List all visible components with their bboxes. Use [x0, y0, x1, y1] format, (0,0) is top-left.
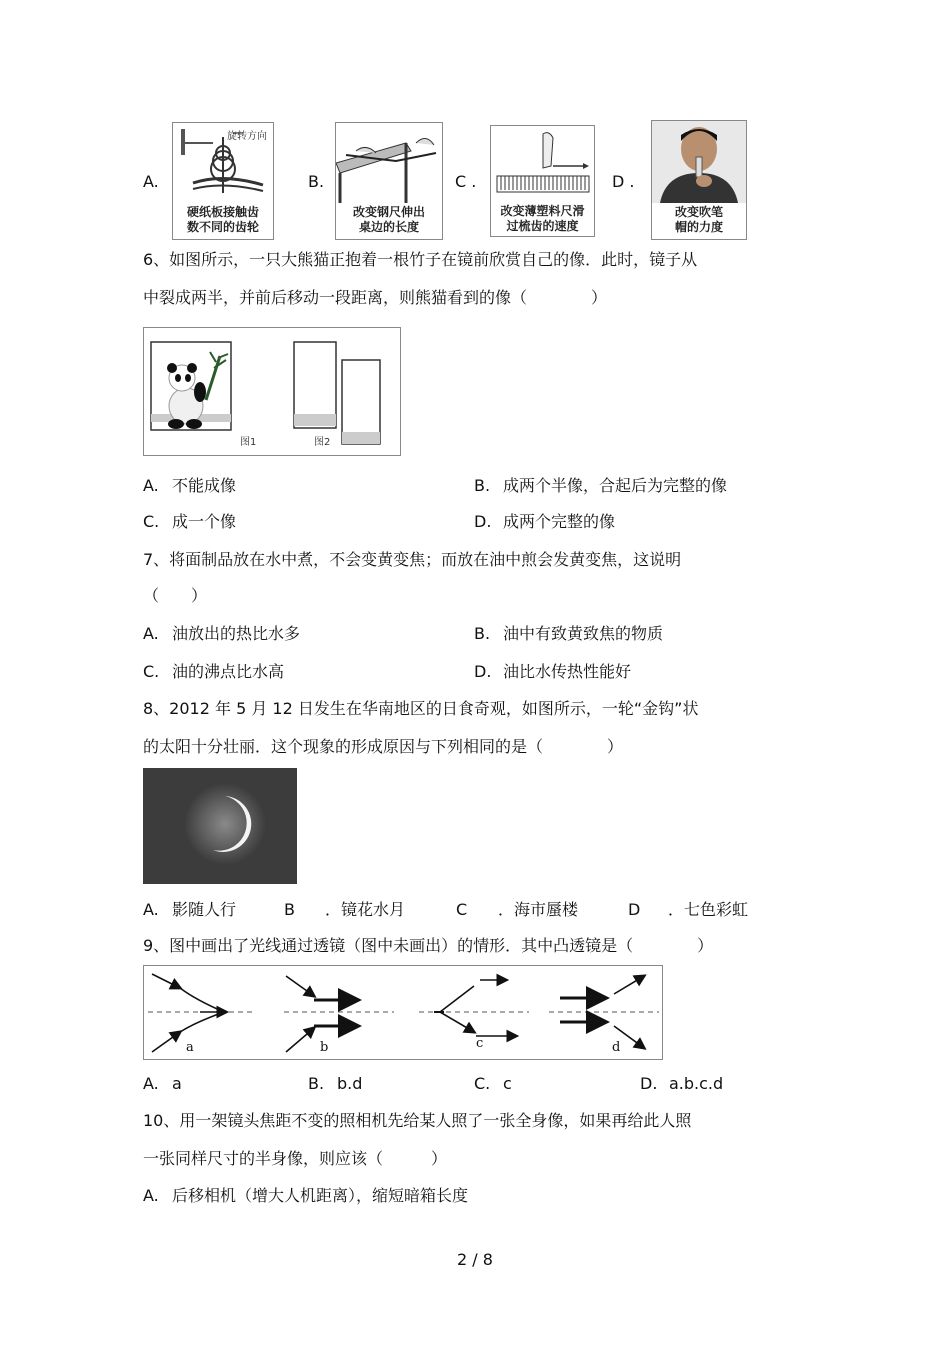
- q7-option-b-text: 油中有致黄致焦的物质: [503, 624, 664, 643]
- q5-option-a-letter: A.: [143, 172, 159, 191]
- q8-stem-line-1: 8、2012 年 5 月 12 日发生在华南地区的日食奇观，如图所示，一轮“金钩”状: [143, 699, 699, 718]
- q6-option-a-letter: A.: [143, 476, 159, 495]
- q5-option-c-caption-1: 改变薄塑料尺滑: [500, 204, 585, 218]
- q9-option-a-text: a: [172, 1074, 182, 1093]
- q6-option-b-text: 成两个半像，合起后为完整的像: [503, 476, 728, 495]
- q7-option-b-letter: B.: [474, 624, 491, 643]
- q8-option-d-letter: D: [628, 900, 641, 919]
- q8-option-a-letter: A.: [143, 900, 159, 919]
- q9-option-a-letter: A.: [143, 1074, 159, 1093]
- q5-option-a-caption-2: 数不同的齿轮: [186, 220, 259, 234]
- q8-option-a-text: 影随人行: [172, 900, 237, 919]
- q9-label-b: b: [320, 1040, 329, 1055]
- q6-option-c-letter: C.: [143, 512, 160, 531]
- q5-option-d-letter: D .: [612, 172, 635, 191]
- q5-option-d-caption-1: 改变吹笔: [674, 205, 723, 219]
- q5-option-b-figure: [335, 122, 443, 240]
- solar-eclipse-illustration: [143, 768, 297, 884]
- q6-fig2-label: 图2: [314, 437, 331, 448]
- q6-option-b-letter: B.: [474, 476, 491, 495]
- q6-stem-line-2: 中裂成两半，并前后移动一段距离，则熊猫看到的像（ ）: [143, 288, 608, 307]
- q6-option-d-letter: D.: [474, 512, 492, 531]
- q5-option-b-letter: B.: [308, 172, 325, 191]
- q8-option-c-letter: C: [456, 900, 468, 919]
- page-number: 2 / 8: [457, 1250, 493, 1269]
- q9-label-c: c: [476, 1036, 484, 1051]
- q5-option-a-label: 旋转方向: [227, 131, 267, 142]
- q9-label-d: d: [612, 1040, 621, 1055]
- comb-illustration: [491, 126, 594, 202]
- q9-option-d-letter: D.: [640, 1074, 658, 1093]
- q10-stem-line-2: 一张同样尺寸的半身像，则应该（ ）: [143, 1149, 448, 1168]
- q6-stem-line-1: 6、如图所示，一只大熊猫正抱着一根竹子在镜前欣赏自己的像．此时，镜子从: [143, 250, 698, 269]
- q5-option-c-caption-2: 过梳齿的速度: [506, 219, 579, 233]
- q9-stem-line-1: 9、图中画出了光线通过透镜（图中未画出）的情形．其中凸透镜是（ ）: [143, 936, 714, 955]
- q6-option-d-text: 成两个完整的像: [503, 512, 616, 531]
- q7-stem-line-1: 7、将面制品放在水中煮，不会变黄变焦；而放在油中煎会发黄变焦，这说明: [143, 550, 682, 569]
- q8-option-b-text: ．镜花水月: [325, 900, 406, 919]
- q6-fig1-label: 图1: [240, 437, 257, 448]
- q5-option-b-caption-1: 改变钢尺伸出: [352, 205, 425, 219]
- q7-option-a-letter: A.: [143, 624, 159, 643]
- q8-eclipse-photo: [143, 768, 297, 884]
- q5-option-d-figure: [651, 120, 747, 240]
- boy-blowing-pen-cap-photo: [652, 121, 746, 203]
- q5-option-d-caption-2: 帽的力度: [674, 220, 723, 234]
- ruler-table-illustration: [336, 123, 442, 203]
- q8-option-c-text: ．海市蜃楼: [498, 900, 579, 919]
- q5-option-a-figure: [172, 122, 274, 240]
- q10-option-a-letter: A.: [143, 1186, 159, 1205]
- q5-option-b-caption-2: 桌边的长度: [358, 220, 419, 234]
- q6-option-a-text: 不能成像: [172, 476, 237, 495]
- q9-label-a: a: [186, 1040, 194, 1055]
- q9-option-c-text: c: [503, 1074, 512, 1093]
- q10-option-a-text: 后移相机（增大人机距离），缩短暗箱长度: [172, 1186, 469, 1205]
- q7-stem-line-2: （ ）: [143, 586, 208, 605]
- q10-stem-line-1: 10、用一架镜头焦距不变的照相机先给某人照了一张全身像，如果再给此人照: [143, 1111, 692, 1130]
- panda-mirror-illustration: [144, 328, 400, 455]
- q9-option-b-text: b.d: [337, 1074, 363, 1093]
- q9-figure: [143, 965, 663, 1060]
- q7-option-d-letter: D.: [474, 662, 492, 681]
- q7-option-c-text: 油的沸点比水高: [172, 662, 285, 681]
- q5-option-c-figure: [490, 125, 595, 237]
- q5-option-c-letter: C .: [455, 172, 477, 191]
- q9-option-d-text: a.b.c.d: [669, 1074, 724, 1093]
- q5-option-a-caption-1: 硬纸板接触齿: [186, 205, 259, 219]
- q8-option-b-letter: B: [284, 900, 295, 919]
- q9-option-c-letter: C.: [474, 1074, 491, 1093]
- q7-option-a-text: 油放出的热比水多: [172, 624, 301, 643]
- q7-option-c-letter: C.: [143, 662, 160, 681]
- q9-option-b-letter: B.: [308, 1074, 325, 1093]
- q8-stem-line-2: 的太阳十分壮丽．这个现象的形成原因与下列相同的是（ ）: [143, 737, 624, 756]
- q6-option-c-text: 成一个像: [172, 512, 237, 531]
- lens-ray-diagram: [144, 966, 662, 1059]
- q7-option-d-text: 油比水传热性能好: [503, 662, 632, 681]
- q6-figure: [143, 327, 401, 456]
- q8-option-d-text: ．七色彩虹: [668, 900, 749, 919]
